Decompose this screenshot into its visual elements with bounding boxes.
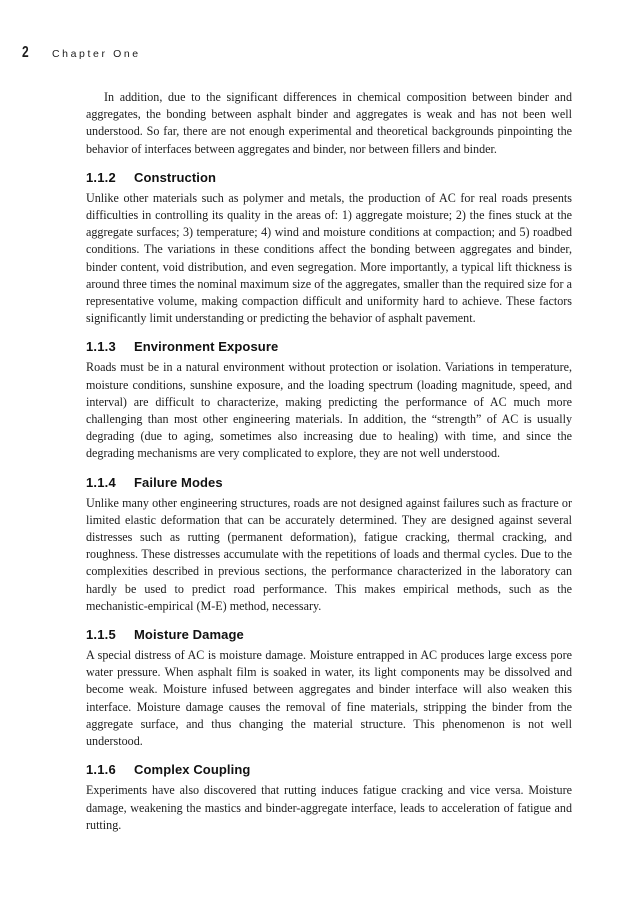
section-body-complex-coupling: Experiments have also discovered that rutting induces fatigue cracking and vice versa. Moisture damage, weakening the mastics and binder-aggregate interface, leads to acceleration of fatigue and rutting.: [86, 783, 572, 832]
section-title: Failure Modes: [134, 474, 223, 490]
intro-paragraph: In addition, due to the significant differences in chemical composition between binder and aggregates, the bonding between asphalt binder and aggregates is weak and has not been well understood. So far, there are not enough experimental and theoretical backgrounds pinpointing the behavior of interfaces between aggregates and binder, nor between fillers and binder.: [86, 90, 572, 156]
section-number: 1.1.5: [86, 627, 116, 643]
section-body-construction: Unlike other materials such as polymer and metals, the production of AC for real roads presents difficulties in controlling its quality in the areas of: 1) aggregate moisture; 2) the fines stuck at the aggregate surfaces; 3) temperature; 4) wind and moisture conditions at compaction; and 5) roadbed conditions. The variations in these conditions affect the bonding between aggregates and binder, binder content, void distribution, and even segregation. More importantly, a typical lift thickness is around three times the nominal maximum size of the aggregates, smaller than the required size for a representative volume, making compaction difficult and uniformity hard to achieve. These factors significantly limit understanding or predicting the behavior of asphalt pavement.: [86, 190, 572, 326]
section-title: Moisture Damage: [134, 627, 244, 643]
section-title: Construction: [134, 169, 217, 185]
section-body-failure-modes: Unlike many other engineering structures, roads are not designed against failures such as fracture or limited elastic deformation that can be accurately determined. They are designed against several distresses such as rutting (permanent deformation), fatigue cracking, thermal cracking, and roughness. These distresses accumulate with the repetitions of loads and thermal cycles. Due to the complexities described in previous sections, the performance characterized in the laboratory can hardly be used to predict road performance. This makes empirical methods, such as the mechanistic-empirical (M-E) method, necessary.: [86, 495, 572, 613]
section-heading-complex-coupling: [86, 761, 572, 779]
section-title: Environment Exposure: [134, 339, 279, 355]
section-body-environment-exposure: Roads must be in a natural environment without protection or isolation. Variations in temperature, moisture conditions, sunshine exposure, and the loading spectrum (loading magnitude, speed, and interval) are difficult to characterize, making predicting the performance of AC much more challenging than most other engineering materials. In addition, the “strength” of AC is usually degrading (due to aging, sometimes also increasing due to healing) with time, and since the degrading mechanisms are very complicated to explore, they are not well understood.: [86, 360, 572, 461]
section-body-moisture-damage: A special distress of AC is moisture damage. Moisture entrapped in AC produces large excess pore water pressure. When asphalt film is soaked in water, its light components may be dissolved and become weak. Moisture infused between aggregates and binder interface will also weaken this interface. Moisture damage causes the removal of fine materials, stripping the binder from the aggregate surface, and thus changing the material structure. This phenomenon is not well understood.: [86, 648, 572, 749]
section-heading-construction: [86, 169, 572, 187]
chapter-label: Chapter One: [52, 48, 141, 60]
section-number: 1.1.6: [86, 762, 116, 778]
running-head: [22, 44, 141, 66]
section-heading-environment-exposure: [86, 338, 572, 356]
page-number: 2: [22, 44, 29, 61]
section-title: Complex Coupling: [134, 762, 251, 778]
page-body: [86, 89, 572, 834]
section-number: 1.1.3: [86, 339, 116, 355]
section-heading-failure-modes: [86, 474, 572, 492]
section-number: 1.1.4: [86, 474, 116, 490]
section-heading-moisture-damage: [86, 626, 572, 644]
section-number: 1.1.2: [86, 169, 116, 185]
